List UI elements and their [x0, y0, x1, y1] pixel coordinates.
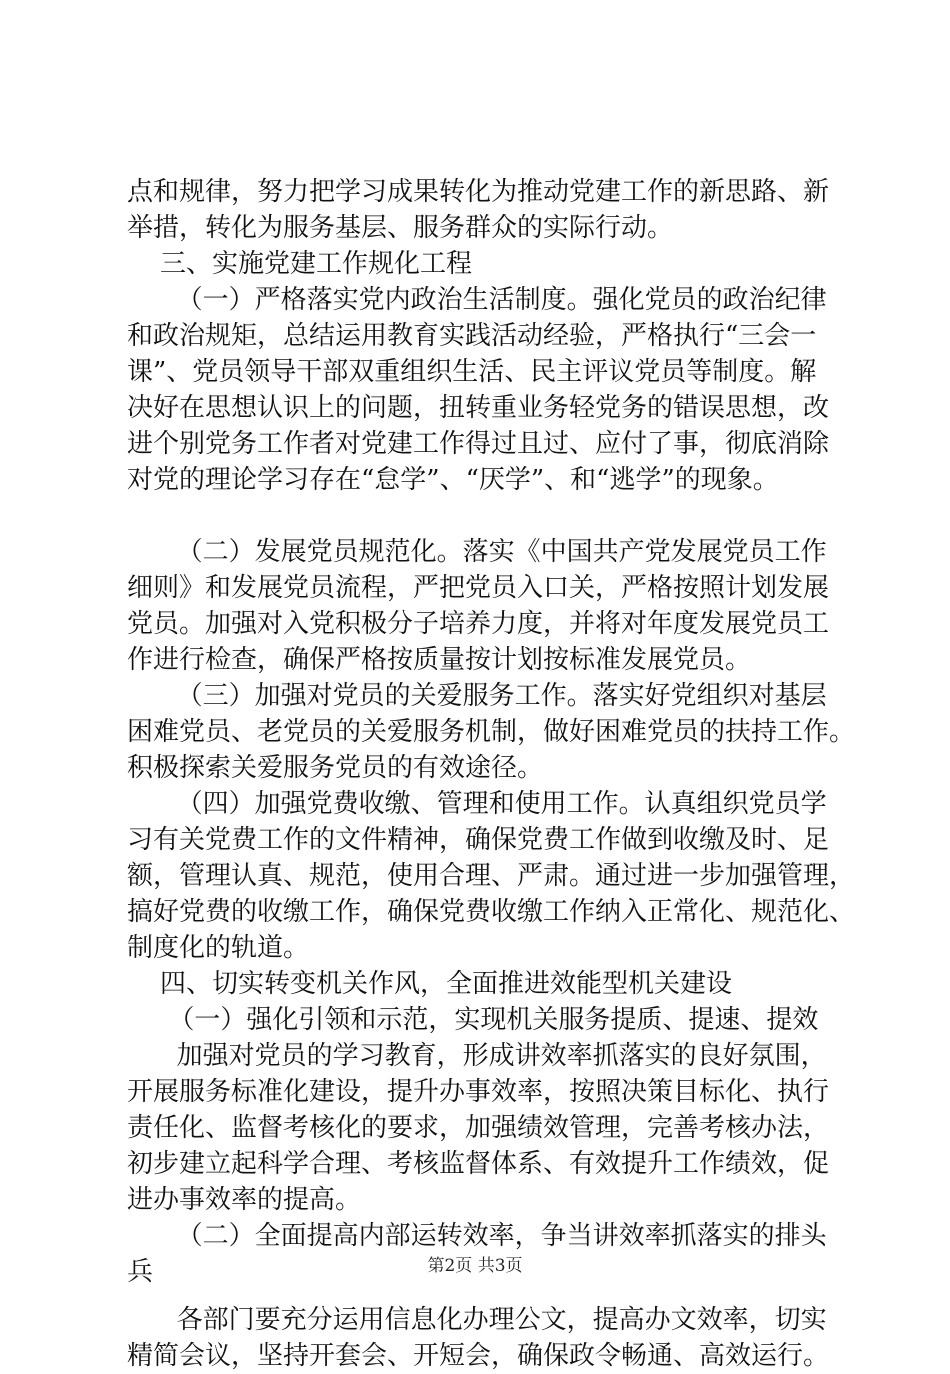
text-line: 决好在思想认识上的问题，扭转重业务轻党务的错误思想，改 [127, 393, 830, 423]
text-line: 进办事效率的提高。 [127, 1185, 362, 1215]
subsection-heading: （一）强化引领和示范，实现机关服务提质、提速、提效 [127, 1005, 819, 1035]
text-line: 搞好党费的收缴工作，确保党费收缴工作纳入正常化、规范化、 [127, 897, 856, 927]
subsection-heading: （二）全面提高内部运转效率，争当讲效率抓落实的排头 [127, 1221, 827, 1251]
document-body [127, 174, 856, 1374]
text-line: 加强对党员的学习教育，形成讲效率抓落实的良好氛围， [127, 1041, 827, 1071]
text-line: 制度化的轨道。 [127, 933, 310, 963]
text-line: 积极探索关爱服务党员的有效途径。 [127, 753, 544, 783]
text-line: 党员。加强对入党积极分子培养力度，并将对年度发展党员工 [127, 609, 830, 639]
text-line: 进个别党务工作者对党建工作得过且过、应付了事，彻底消除 [127, 429, 830, 459]
text-line: 各部门要充分运用信息化办理公文，提高办文效率，切实 [127, 1305, 827, 1335]
text-line: 额，管理认真、规范，使用合理、严肃。通过进一步加强管理， [127, 861, 856, 891]
subsection-heading: （三）加强对党员的关爱服务工作。落实好党组织对基层 [127, 681, 827, 711]
text-line: 点和规律，努力把学习成果转化为推动党建工作的新思路、新 [127, 177, 830, 207]
text-line: 责任化、监督考核化的要求，加强绩效管理，完善考核办法， [127, 1113, 830, 1143]
subsection-heading: （四）加强党费收缴、管理和使用工作。认真组织党员学 [127, 789, 827, 819]
text-line: 习有关党费工作的文件精神，确保党费工作做到收缴及时、足 [127, 825, 830, 855]
subsection-heading: （二）发展党员规范化。落实《中国共产党发展党员工作 [127, 537, 827, 567]
paragraph-gap [127, 498, 827, 534]
text-line: 开展服务标准化建设，提升办事效率，按照决策目标化、执行 [127, 1077, 830, 1107]
text-line: 和政治规矩，总结运用教育实践活动经验，严格执行“三会一 [127, 321, 817, 351]
text-line: 兵 [127, 1257, 154, 1287]
section-heading: 三、实施党建工作规化工程 [127, 249, 473, 279]
text-line: 举措，转化为服务基层、服务群众的实际行动。 [127, 213, 674, 243]
text-line: 课”、党员领导干部双重组织生活、民主评议党员等制度。解 [127, 357, 817, 387]
text-line: 对党的理论学习存在“怠学”、“厌学”、和“逃学”的现象。 [127, 465, 779, 495]
text-line: 初步建立起科学合理、考核监督体系、有效提升工作绩效，促 [127, 1149, 830, 1179]
paragraph-gap [127, 1290, 827, 1302]
subsection-heading: （一）严格落实党内政治生活制度。强化党员的政治纪律 [127, 285, 827, 315]
text-line: 困难党员、老党员的关爱服务机制，做好困难党员的扶持工作。 [127, 717, 856, 747]
text-line: 作进行检查，确保严格按质量按计划按标准发展党员。 [127, 645, 752, 675]
text-line: 细则》和发展党员流程，严把党员入口关，严格按照计划发展 [127, 573, 830, 603]
text-line: 精简会议，坚持开套会、开短会，确保政令畅通、高效运行。 [127, 1341, 830, 1371]
page-footer: 第2页 共3页 [427, 1256, 523, 1276]
section-heading: 四、切实转变机关作风，全面推进效能型机关建设 [127, 969, 733, 999]
